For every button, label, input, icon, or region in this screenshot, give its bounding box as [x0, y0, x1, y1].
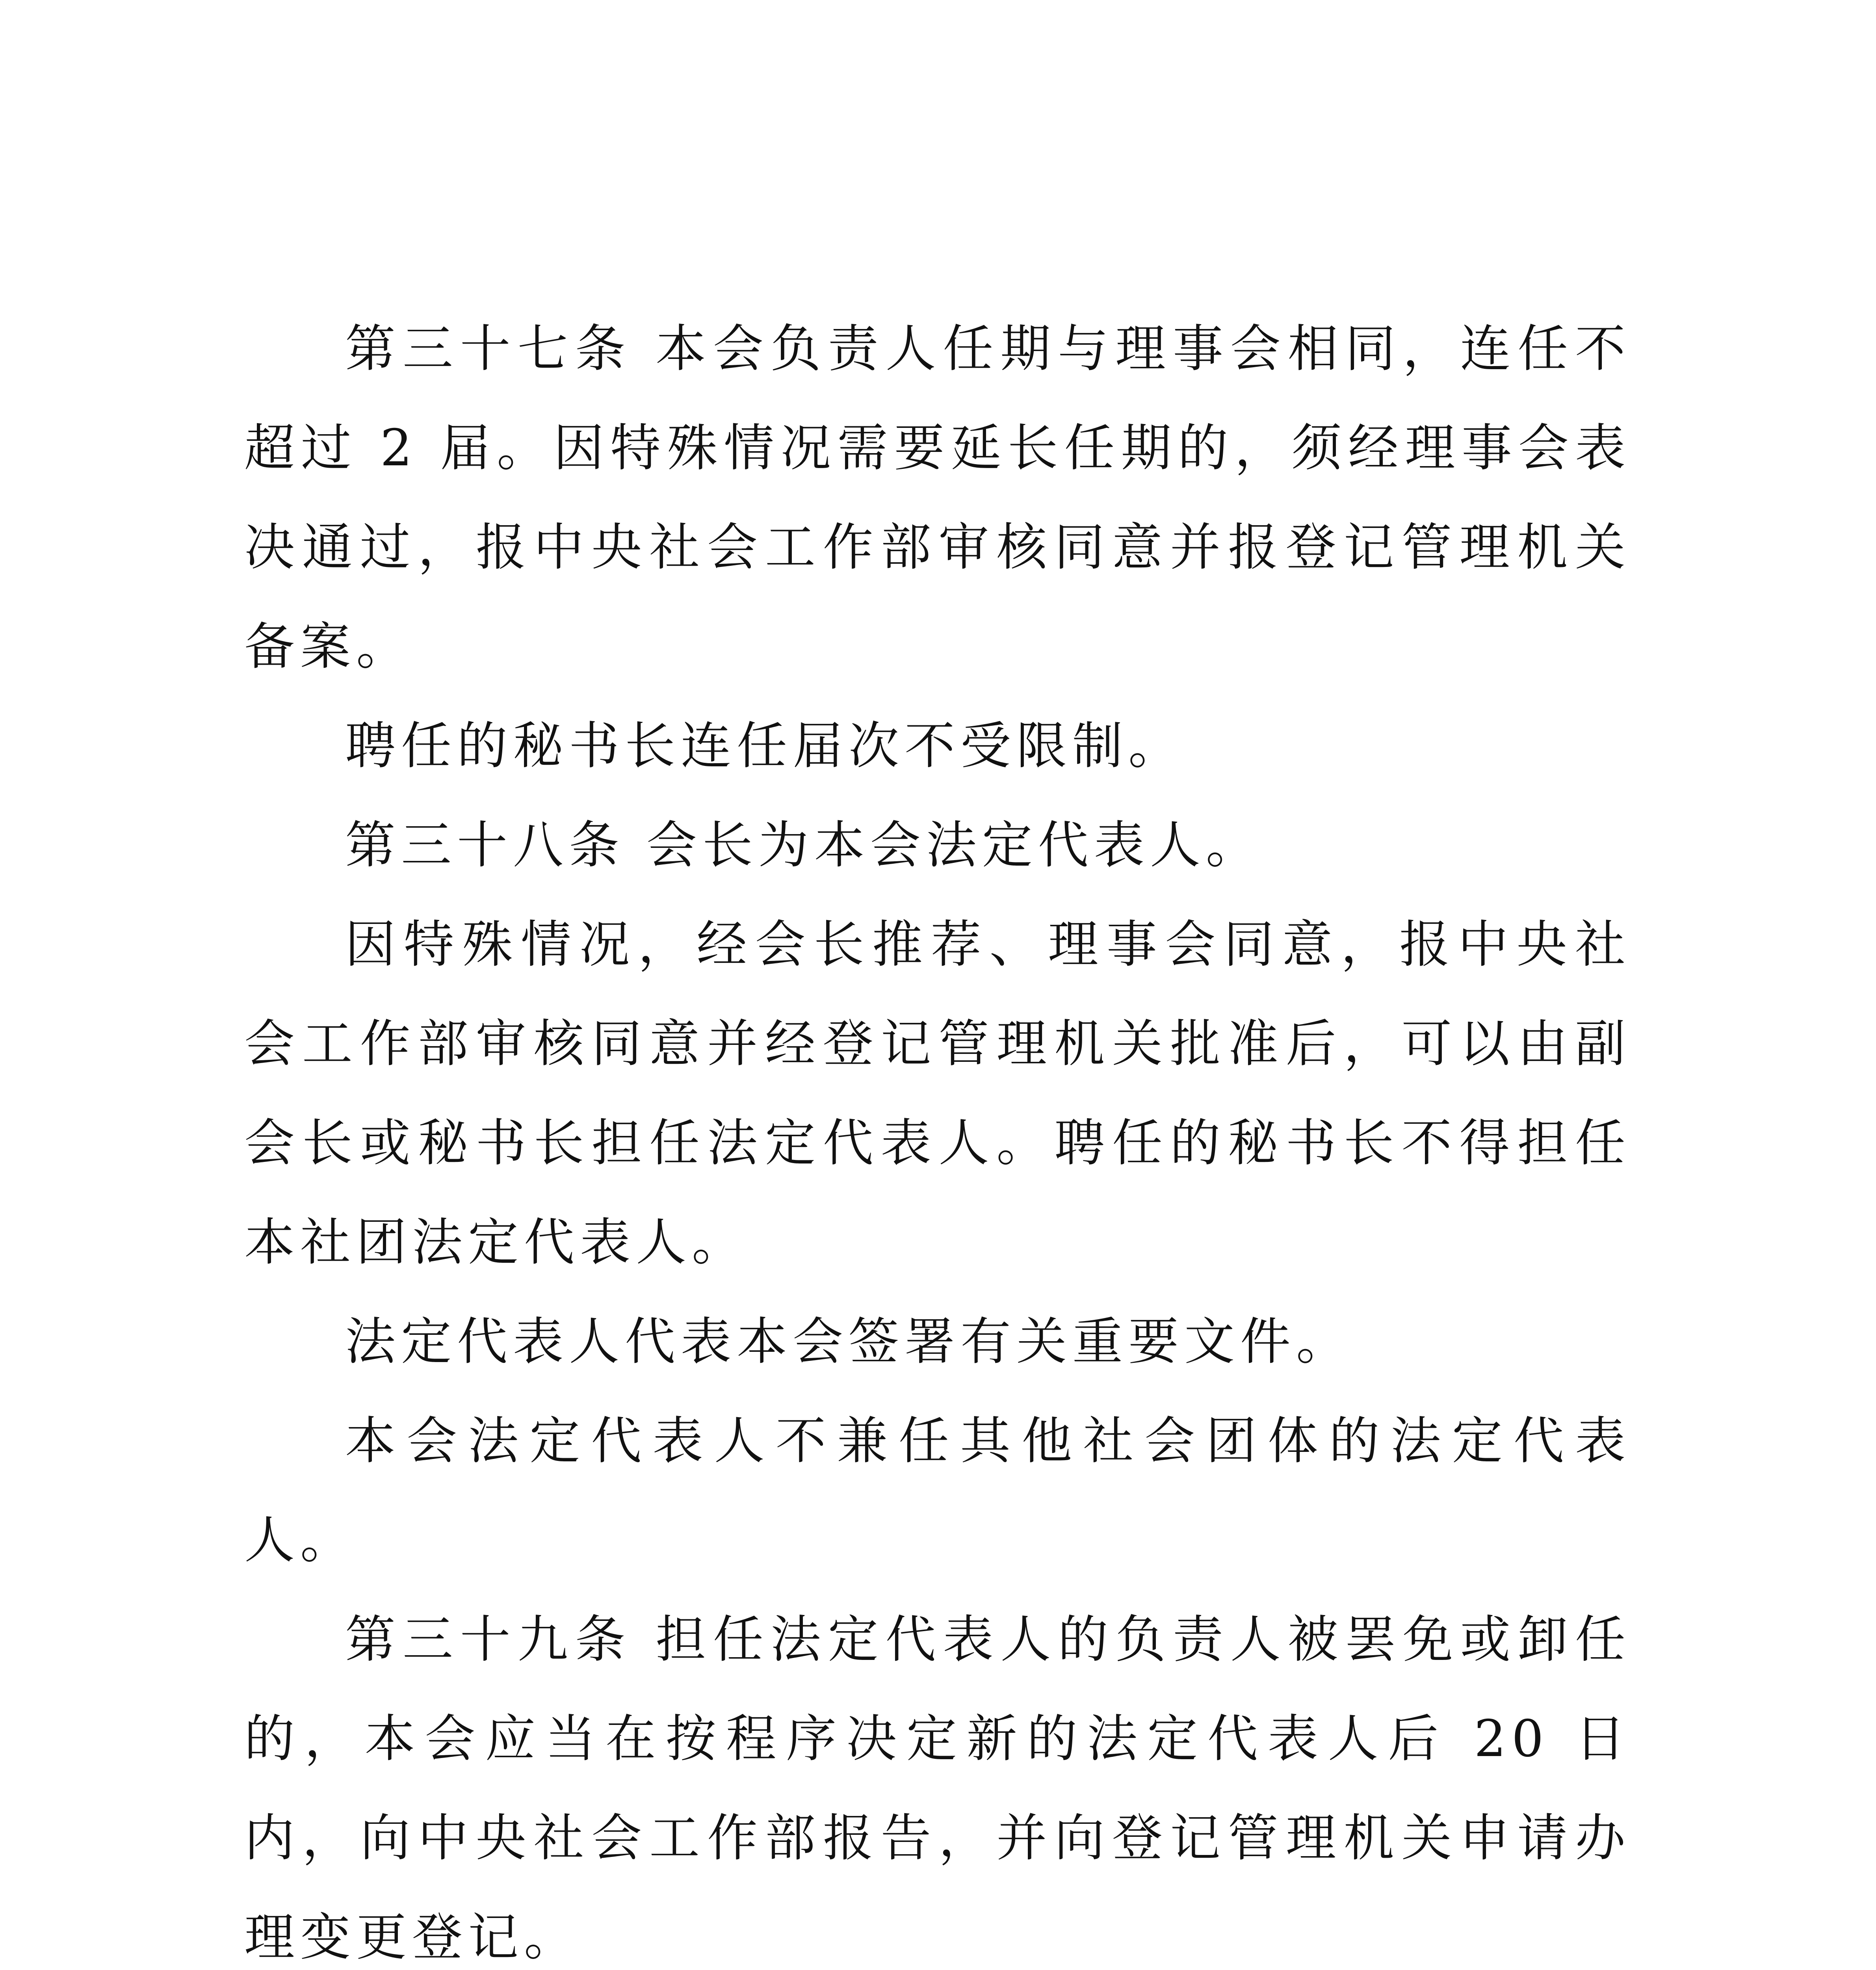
- paragraph-sign-documents: 法定代表人代表本会签署有关重要文件。: [345, 1312, 1352, 1371]
- paragraph-article-38: 第三十八条 会长为本会法定代表人。: [345, 816, 1262, 875]
- paragraph-special-circumstances: 因特殊情况，经会长推荐、理事会同意，报中央社会工作部审核同意并经登记管理机关批准后，可以由副会长或秘书长担任法定代表人。聘任的秘书长不得担任本社团法定代表人。: [244, 915, 1631, 1272]
- paragraph-secretary-term: 聘任的秘书长连任届次不受限制。: [345, 717, 1185, 775]
- document-body: [244, 299, 1631, 1970]
- paragraph-article-37: 第三十七条 本会负责人任期与理事会相同，连任不超过 2 届。因特殊情况需要延长任期的，须经理事会表决通过，报中央社会工作部审核同意并报登记管理机关备案。: [244, 320, 1631, 676]
- paragraph-article-39: 第三十九条 担任法定代表人的负责人被罢免或卸任的，本会应当在按程序决定新的法定代表人后 20 日内，向中央社会工作部报告，并向登记管理机关申请办理变更登记。: [244, 1610, 1631, 1967]
- paragraph-no-concurrent: 本会法定代表人不兼任其他社会团体的法定代表人。: [244, 1412, 1631, 1570]
